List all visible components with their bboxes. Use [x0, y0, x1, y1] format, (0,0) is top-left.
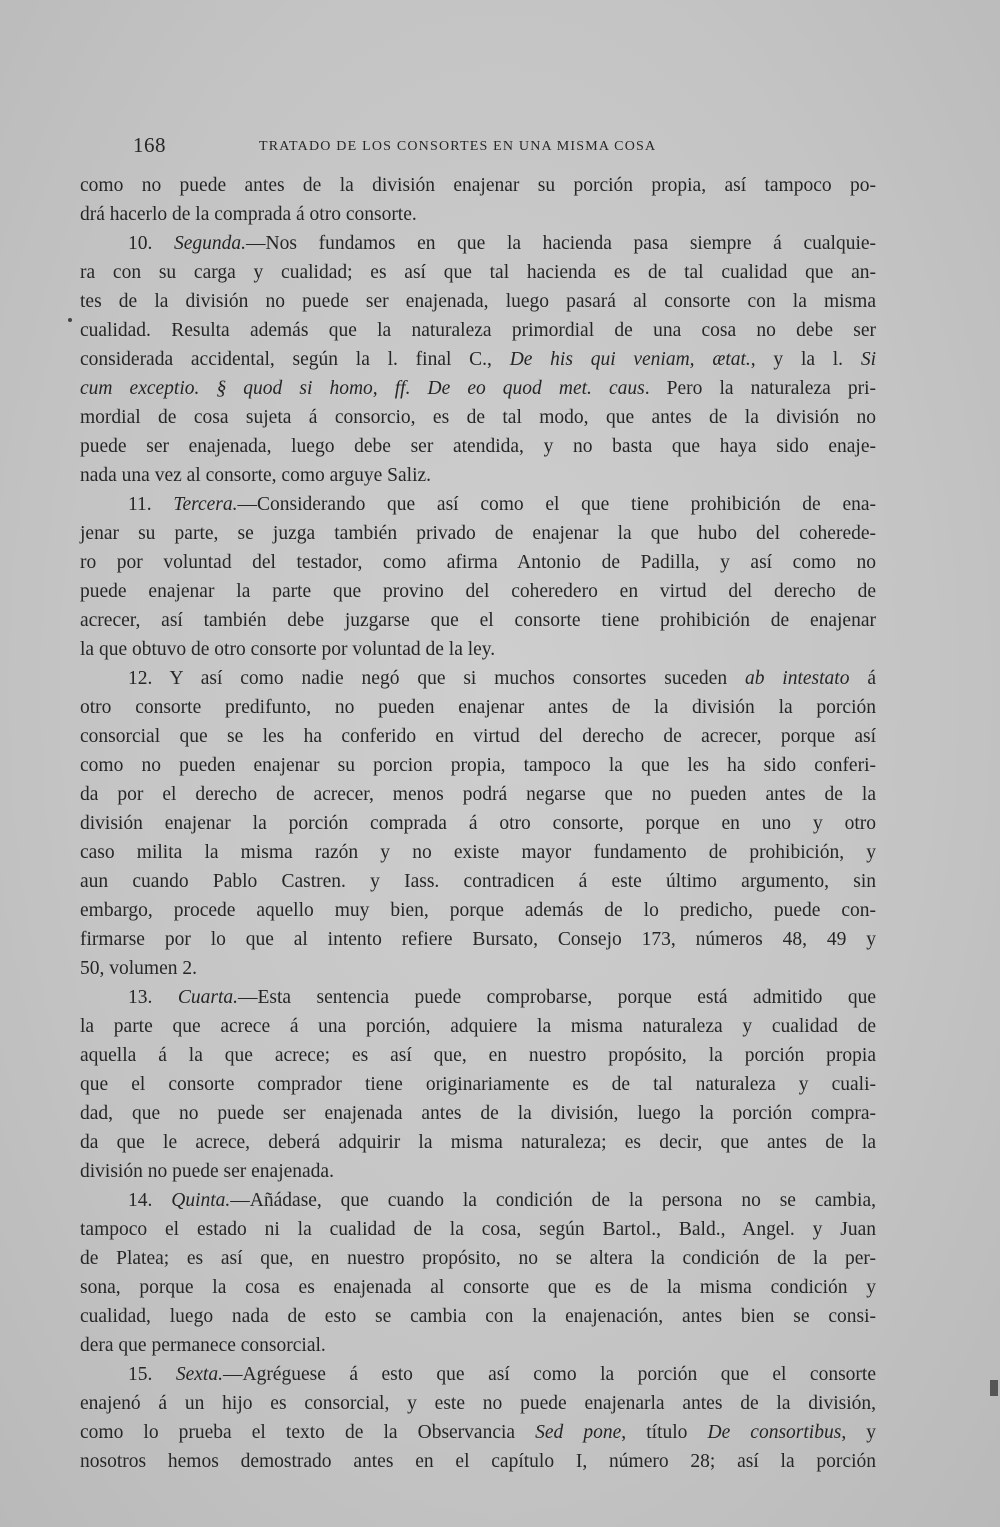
- text-line: [80, 258, 876, 287]
- running-title: TRATADO DE LOS CONSORTES EN UNA MISMA COSA: [259, 139, 657, 154]
- text-line: [80, 490, 876, 519]
- text-line: [80, 1215, 876, 1244]
- text-line: [80, 229, 876, 258]
- text-line: [80, 954, 876, 983]
- text-line: [80, 1389, 876, 1418]
- italic-text: De his qui veniam, ætat.: [509, 349, 751, 370]
- text-segment: tampoco el estado ni la cualidad de la cosa, según Bartol., Bald., Angel. y Juan: [80, 1219, 876, 1240]
- text-segment: tes de la división no puede ser enajenada, luego pasará al consorte con la misma: [80, 291, 876, 312]
- text-segment: enajenó á un hijo es consorcial, y este no puede enajenarla antes de la división,: [80, 1393, 876, 1414]
- text-line: [80, 171, 876, 200]
- text-line: [80, 1418, 876, 1447]
- text-segment: —Nos fundamos en que la hacienda pasa siempre á cualquie-: [246, 233, 877, 254]
- italic-text: ab intestato: [744, 668, 850, 689]
- text-segment: 13.: [128, 987, 178, 1008]
- text-line: [80, 606, 876, 635]
- italic-text: Segunda.: [174, 233, 247, 254]
- text-segment: jenar su parte, se juzga también privado de enajenar la que hubo del coherede-: [80, 523, 876, 544]
- italic-text: Quinta.: [171, 1190, 231, 1211]
- text-line: [80, 1128, 876, 1157]
- text-segment: dera que permanece consorcial.: [80, 1335, 326, 1356]
- text-line: [80, 345, 876, 374]
- italic-text: Sexta.: [175, 1364, 223, 1385]
- text-line: [80, 722, 876, 751]
- text-segment: que el consorte comprador tiene originariamente es de tal naturaleza y cuali-: [80, 1074, 876, 1095]
- text-segment: división no puede ser enajenada.: [80, 1161, 334, 1182]
- text-segment: —Esta sentencia puede comprobarse, porque está admitido que: [238, 987, 877, 1008]
- text-segment: firmarse por lo que al intento refiere Bursato, Consejo 173, números 48, 49 y: [80, 929, 876, 950]
- text-segment: 10.: [128, 233, 175, 254]
- text-line: [80, 432, 876, 461]
- text-segment: 12. Y así como nadie negó que si muchos consortes suceden: [128, 668, 745, 689]
- text-line: [80, 287, 876, 316]
- text-segment: ra con su carga y cualidad; es así que tal hacienda es de tal cualidad que an-: [80, 262, 876, 283]
- text-segment: nada una vez al consorte, como arguye Saliz.: [80, 465, 432, 486]
- text-line: [80, 316, 876, 345]
- text-segment: acrecer, así también debe juzgarse que el consorte tiene prohibición de enajenar: [80, 610, 876, 631]
- text-line: [80, 374, 876, 403]
- text-segment: puede enajenar la parte que provino del coheredero en virtud del derecho de: [80, 581, 876, 602]
- text-line: [80, 1012, 876, 1041]
- text-line: [80, 693, 876, 722]
- text-segment: —Agréguese á esto que así como la porción que el consorte: [222, 1364, 876, 1385]
- text-segment: consorcial que se les ha conferido en virtud del derecho de acrecer, porque así: [80, 726, 876, 747]
- text-line: [80, 1070, 876, 1099]
- text-segment: sona, porque la cosa es enajenada al consorte que es de la misma condición y: [80, 1277, 876, 1298]
- text-segment: cualidad, luego nada de esto se cambia con la enajenación, antes bien se consi-: [80, 1306, 876, 1327]
- text-line: [80, 664, 876, 693]
- text-line: [80, 867, 876, 896]
- text-line: [80, 1331, 876, 1360]
- text-line: [80, 519, 876, 548]
- text-segment: á: [849, 668, 876, 689]
- text-line: [80, 635, 876, 664]
- text-segment: aquella á la que acrece; es así que, en nuestro propósito, la porción propia: [80, 1045, 876, 1066]
- text-segment: 50, volumen 2.: [80, 958, 197, 979]
- page-header: [133, 133, 733, 163]
- text-line: [80, 780, 876, 809]
- text-segment: 15.: [128, 1364, 176, 1385]
- text-segment: dad, que no puede ser enajenada antes de la división, luego la porción compra-: [80, 1103, 876, 1124]
- italic-text: De consortibus: [707, 1422, 842, 1443]
- text-line: [80, 548, 876, 577]
- text-segment: , título: [621, 1422, 708, 1443]
- italic-text: cum exceptio. § quod si homo, ff. De eo quod met. caus: [80, 378, 645, 399]
- text-segment: aun cuando Pablo Castren. y Iass. contradicen á este último argumento, sin: [80, 871, 876, 892]
- text-line: [80, 1244, 876, 1273]
- text-line: [80, 896, 876, 925]
- text-segment: drá hacerlo de la comprada á otro consorte.: [80, 204, 417, 225]
- text-segment: . Pero la naturaleza pri-: [644, 378, 876, 399]
- text-segment: como no pueden enajenar su porcion propia, tampoco la que les ha sido conferi-: [80, 755, 876, 776]
- text-segment: otro consorte predifunto, no pueden enajenar antes de la división la porción: [80, 697, 876, 718]
- text-line: [80, 1099, 876, 1128]
- text-segment: nosotros hemos demostrado antes en el capítulo I, número 28; así la porción: [80, 1451, 876, 1472]
- text-line: [80, 1360, 876, 1389]
- text-segment: embargo, procede aquello muy bien, porque además de lo predicho, puede con-: [80, 900, 876, 921]
- text-line: [80, 1273, 876, 1302]
- text-segment: división enajenar la porción comprada á otro consorte, porque en uno y otro: [80, 813, 876, 834]
- text-line: [80, 1186, 876, 1215]
- text-line: [80, 461, 876, 490]
- text-segment: como no puede antes de la división enajenar su porción propia, así tampoco po-: [80, 175, 876, 196]
- text-segment: 11.: [128, 494, 174, 515]
- text-segment: da que le acrece, deberá adquirir la misma naturaleza; es decir, que antes de la: [80, 1132, 876, 1153]
- text-segment: mordial de cosa sujeta á consorcio, es de tal modo, que antes de la división no: [80, 407, 876, 428]
- margin-mark: [68, 318, 72, 322]
- text-line: [80, 1302, 876, 1331]
- text-line: [80, 403, 876, 432]
- text-line: [80, 751, 876, 780]
- text-segment: , y: [841, 1422, 877, 1443]
- text-line: [80, 925, 876, 954]
- text-line: [80, 200, 876, 229]
- text-segment: puede ser enajenada, luego debe ser atendida, y no basta que haya sido enaje-: [80, 436, 876, 457]
- text-segment: de Platea; es así que, en nuestro propósito, no se altera la condición de la per-: [80, 1248, 876, 1269]
- text-line: [80, 838, 876, 867]
- italic-text: Sed pone: [535, 1422, 622, 1443]
- text-segment: ro por voluntad del testador, como afirma Antonio de Padilla, y así como no: [80, 552, 876, 573]
- text-line: [80, 1041, 876, 1070]
- text-line: [80, 577, 876, 606]
- text-segment: como lo prueba el texto de la Observancia: [80, 1422, 536, 1443]
- text-segment: da por el derecho de acrecer, menos podrá negarse que no pueden antes de la: [80, 784, 876, 805]
- text-segment: , y la l.: [750, 349, 861, 370]
- text-segment: cualidad. Resulta además que la naturaleza primordial de una cosa no debe ser: [80, 320, 876, 341]
- italic-text: Si: [860, 349, 876, 370]
- text-segment: 14.: [128, 1190, 172, 1211]
- text-segment: —Añádase, que cuando la condición de la persona no se cambia,: [230, 1190, 877, 1211]
- italic-text: Cuarta.: [177, 987, 238, 1008]
- text-segment: considerada accidental, según la l. final C.,: [80, 349, 510, 370]
- text-line: [80, 983, 876, 1012]
- italic-text: Tercera.: [173, 494, 238, 515]
- page-number: 168: [133, 133, 166, 157]
- text-line: [80, 809, 876, 838]
- page-edge-mark: [990, 1380, 998, 1396]
- text-segment: —Considerando que así como el que tiene prohibición de ena-: [237, 494, 876, 515]
- text-segment: la parte que acrece á una porción, adquiere la misma naturaleza y cualidad de: [80, 1016, 876, 1037]
- body-text: [80, 171, 876, 1476]
- text-segment: la que obtuvo de otro consorte por voluntad de la ley.: [80, 639, 496, 660]
- text-line: [80, 1157, 876, 1186]
- text-line: [80, 1447, 876, 1476]
- text-segment: caso milita la misma razón y no existe mayor fundamento de prohibición, y: [80, 842, 876, 863]
